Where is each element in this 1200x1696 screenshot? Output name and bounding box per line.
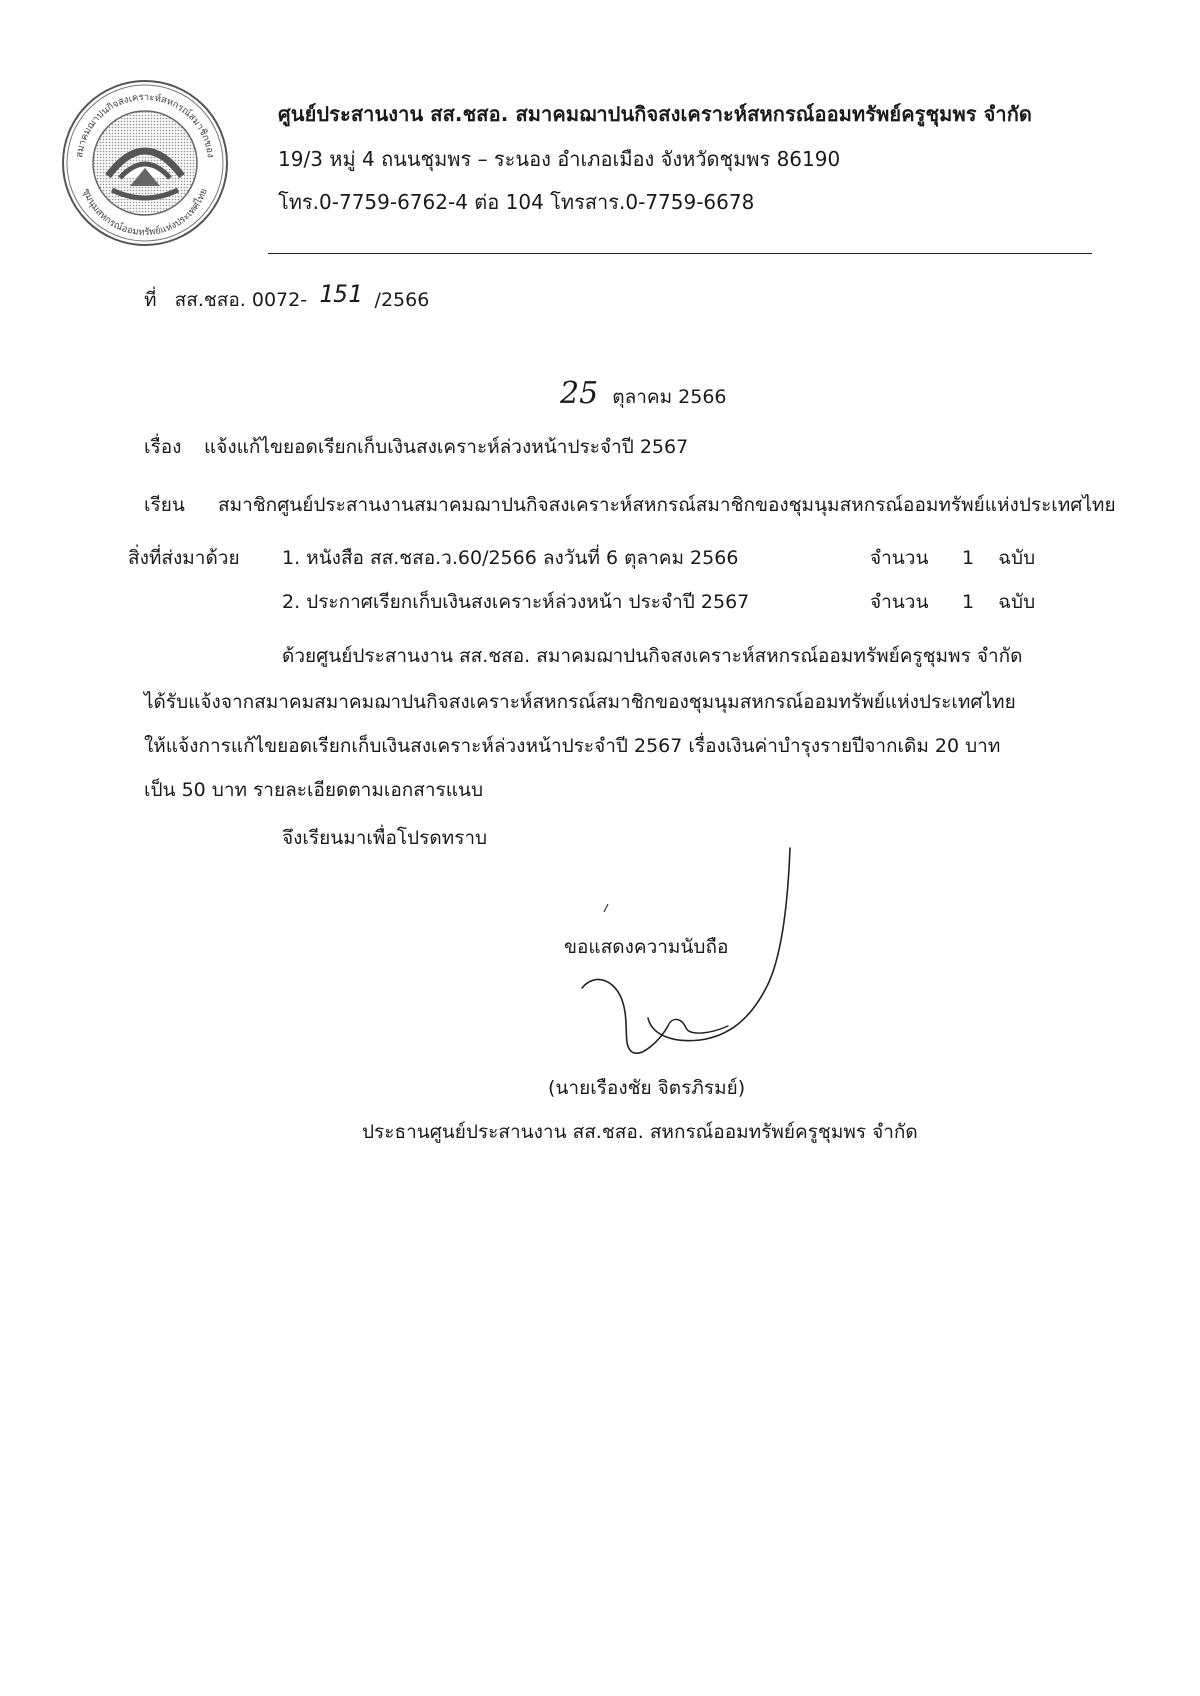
organization-phone: โทร.0-7759-6762-4 ต่อ 104 โทรสาร.0-7759-6678 bbox=[278, 190, 755, 214]
organization-name: ศูนย์ประสานงาน สส.ชสอ. สมาคมฌาปนกิจสงเคราะห์สหกรณ์ออมทรัพย์ครูชุมพร จำกัด bbox=[278, 102, 1033, 126]
enclosure-quantity bbox=[870, 543, 1035, 573]
quantity-unit: ฉบับ bbox=[998, 547, 1036, 569]
organization-address: 19/3 หมู่ 4 ถนนชุมพร – ระนอง อำเภอเมือง จังหวัดชุมพร 86190 bbox=[278, 147, 841, 171]
date-month-year: ตุลาคม 2566 bbox=[612, 386, 727, 408]
date-handwritten-day: 25 bbox=[560, 376, 599, 411]
logo-text-top: สมาคมฌาปนกิจสงเคราะห์สหกรณ์สมาชิกของ bbox=[74, 91, 216, 159]
subject-text: แจ้งแก้ไขยอดเรียกเก็บเงินสงเคราะห์ล่วงหน้าประจำปี 2567 bbox=[204, 436, 689, 458]
regards-line: ขอแสดงความนับถือ bbox=[564, 936, 729, 958]
reference-handwritten-number: 151 bbox=[319, 280, 363, 308]
signer-title: ประธานศูนย์ประสานงาน สส.ชสอ. สหกรณ์ออมทรัพย์ครูชุมพร จำกัด bbox=[362, 1121, 918, 1143]
enclosure-item: 1. หนังสือ สส.ชสอ.ว.60/2566 ลงวันที่ 6 ตุลาคม 2566 bbox=[282, 547, 739, 569]
subject-label: เรื่อง bbox=[144, 436, 182, 458]
closing-line: จึงเรียนมาเพื่อโปรดทราบ bbox=[282, 827, 488, 849]
quantity-label: จำนวน bbox=[870, 547, 929, 569]
reference-number bbox=[144, 280, 430, 315]
body-paragraph-line: ด้วยศูนย์ประสานงาน สส.ชสอ. สมาคมฌาปนกิจสงเคราะห์สหกรณ์ออมทรัพย์ครูชุมพร จำกัด bbox=[282, 645, 1023, 667]
logo-text-bottom: ชุมนุมสหกรณ์ออมทรัพย์แห่งประเทศไทย bbox=[80, 187, 210, 239]
reference-label: ที่ bbox=[144, 289, 157, 311]
quantity-unit: ฉบับ bbox=[998, 591, 1036, 613]
body-paragraph-line: เป็น 50 บาท รายละเอียดตามเอกสารแนบ bbox=[144, 779, 484, 801]
letter-date bbox=[560, 376, 727, 412]
signer-name: (นายเรืองชัย จิตรภิรมย์) bbox=[548, 1077, 746, 1099]
quantity-label: จำนวน bbox=[870, 591, 929, 613]
recipient-label: เรียน bbox=[144, 494, 185, 516]
organization-logo-seal bbox=[60, 78, 230, 248]
enclosure-quantity bbox=[870, 587, 1035, 617]
letterhead-divider bbox=[268, 253, 1092, 254]
reference-prefix: สส.ชสอ. 0072- bbox=[174, 289, 308, 311]
reference-suffix: /2566 bbox=[374, 289, 430, 311]
enclosures-label: สิ่งที่ส่งมาด้วย bbox=[128, 547, 240, 569]
quantity-value: 1 bbox=[961, 547, 975, 569]
quantity-value: 1 bbox=[961, 591, 975, 613]
enclosure-item: 2. ประกาศเรียกเก็บเงินสงเคราะห์ล่วงหน้า ประจำปี 2567 bbox=[282, 591, 750, 613]
body-paragraph-line: ให้แจ้งการแก้ไขยอดเรียกเก็บเงินสงเคราะห์ล่วงหน้าประจำปี 2567 เรื่องเงินค่าบำรุงรายปีจากเดิม 20 บาท bbox=[144, 735, 1001, 757]
recipient-text: สมาชิกศูนย์ประสานงานสมาคมฌาปนกิจสงเคราะห์สหกรณ์สมาชิกของชุมนุมสหกรณ์ออมทรัพย์แห่งประเทศไทย bbox=[218, 494, 1116, 516]
body-paragraph-line: ได้รับแจ้งจากสมาคมสมาคมฌาปนกิจสงเคราะห์สหกรณ์สมาชิกของชุมนุมสหกรณ์ออมทรัพย์แห่งประเทศไทย bbox=[144, 691, 1016, 713]
